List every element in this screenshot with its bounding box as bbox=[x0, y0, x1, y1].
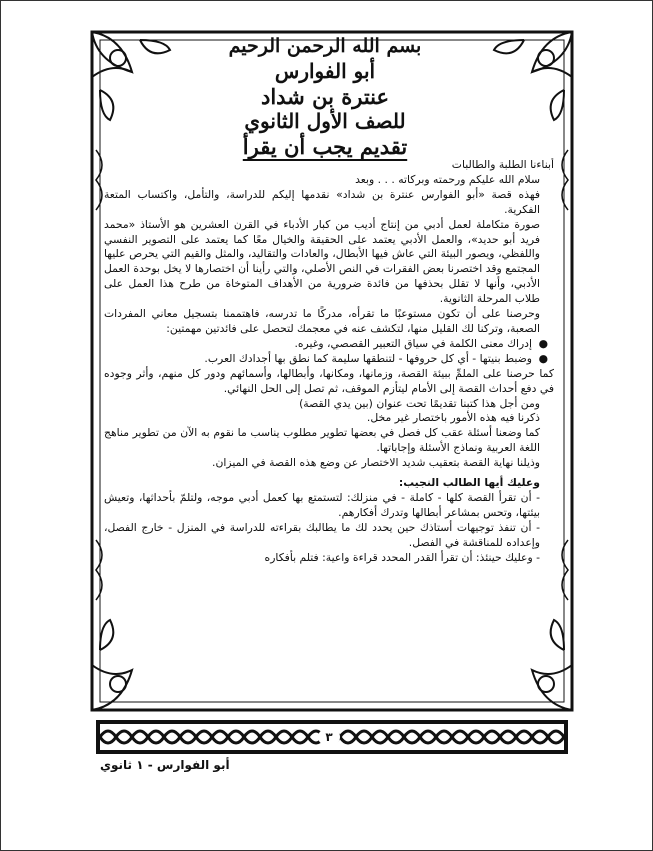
page-number: ٣ bbox=[318, 729, 340, 745]
paragraph-work-description: صورة متكاملة لعمل أدبي من إنتاج أديب من كبار الأدباء في القرن العشرين هو الأستاذ «محمد فريد أبو حديد»، والعمل الأدبي يعتمد على الحقيقة والخيال معًا كما يعتمد على التصوير النفسي واللفظي، ويصور البيئة التي عاش فيها الأبطال، والعادات والتقاليد، والمثل والقيم التي يحرص عليها المجتمع وقد اختصرنا بعض الفقرات في النص الأصلي، والتي رأينا أن اختصارها لا يخل بوحدة العمل الأدبي، وأنها لا تقلل بحذفها من فائدة ضرورية من الأهداف المتوخاة من طرح هذا العمل على طلاب المرحلة الثانوية. bbox=[104, 217, 540, 306]
bullet-item bbox=[104, 337, 554, 352]
section-title: تقديم يجب أن يقرأ bbox=[242, 134, 408, 159]
bullet-item bbox=[104, 352, 554, 367]
series-title: أبو الفوارس bbox=[274, 59, 376, 83]
basmala: بسم الله الرحمن الرحيم bbox=[228, 35, 422, 57]
bullet-text: وضبط بنيتها - أي كل حروفها - لتنطقها سليمة كما نطق بها أجدادك العرب. bbox=[204, 351, 532, 365]
paragraph-questions: كما وضعنا أسئلة عقب كل فصل في بعضها تطوير مطلوب يناسب ما نقوم به الآن من تطوير مناهج اللغة العربية ونماذج الأسئلة وإجاباتها. bbox=[104, 426, 540, 455]
bullet-dot-icon: ● bbox=[538, 351, 548, 365]
paragraph-ending: وذيلنا نهاية القصة بتعقيب شديد الاختصار عن وضع هذه القصة في الميزان. bbox=[212, 456, 540, 470]
paragraph-intro: فهذه قصة «أبو الفوارس عنترة بن شداد» نقدمها إليكم للدراسة، والتأمل، واكتساب المتعة الفكرية. bbox=[104, 187, 540, 216]
paragraph-vocabulary: وحرصنا على أن تكون مستوعبًا ما تقرأه، مدركًا ما تدرسه، فاهتممنا بتسجيل معاني المفردات الصعبة، وتركنا لك القليل منها، لتكشف عنه في معجمك لتحصل على فائدتين مهمتين: bbox=[104, 307, 540, 335]
book-title: عنترة بن شداد bbox=[260, 84, 390, 109]
side-ornament-right bbox=[562, 150, 568, 600]
paragraph-preface-summary: ذكرنا فيه هذه الأمور باختصار غير مخل. bbox=[366, 411, 540, 425]
side-ornament-left bbox=[96, 150, 102, 600]
grade-label: للصف الأول الثانوي bbox=[244, 109, 406, 133]
greeting: سلام الله عليكم ورحمته وبركاته . . . وبعد bbox=[355, 172, 540, 186]
student-heading: وعليك أيها الطالب النجيب: bbox=[398, 476, 540, 490]
bullet-dot-icon: ● bbox=[538, 336, 548, 350]
student-instruction: - أن تقرأ القصة كلها - كاملة - في منزلك: لتستمتع بها كعمل أدبي موجه، ولتلمّ بأحداثها، وتعيش بيئتها، وتحس بمشاعر أبطالها وتدرك أفكارهم. bbox=[104, 490, 540, 519]
running-footer: أبو الفوارس - ١ ثانوي bbox=[100, 758, 230, 772]
salutation: أبناءنا الطلبة والطالبات bbox=[451, 158, 554, 171]
introduction-text bbox=[104, 158, 554, 688]
paragraph-preface-note: ومن أجل هذا كتبنا تقديمًا تحت عنوان (بين يدي القصة) bbox=[299, 396, 540, 410]
paragraph-story-environment: كما حرصنا على الملمِّ ببيئة القصة، وزمانها، ومكانها، وأبطالها، وأسمائهم ودور كل منهم، وأثر وجوده في دفع أحداث القصة إلى الأمام ليتأزم الموقف، ثم تصل إلى الحل النهائي. bbox=[104, 366, 554, 395]
corner-ornament-top-right bbox=[494, 32, 572, 120]
student-instruction: - أن تنفذ توجيهات أستاذك حين يحدد لك ما يطالبك بقراءته للدراسة في المنزل - خارج الفصل، وإعداده للمناقشة في الفصل. bbox=[104, 520, 540, 549]
student-instruction: - وعليك حينئذ: أن تقرأ القدر المحدد قراءة واعية: فتلم بأفكاره bbox=[264, 550, 540, 564]
title-block bbox=[150, 34, 500, 159]
bullet-text: إدراك معنى الكلمة في سياق التعبير القصصي، وغيره. bbox=[294, 336, 532, 350]
